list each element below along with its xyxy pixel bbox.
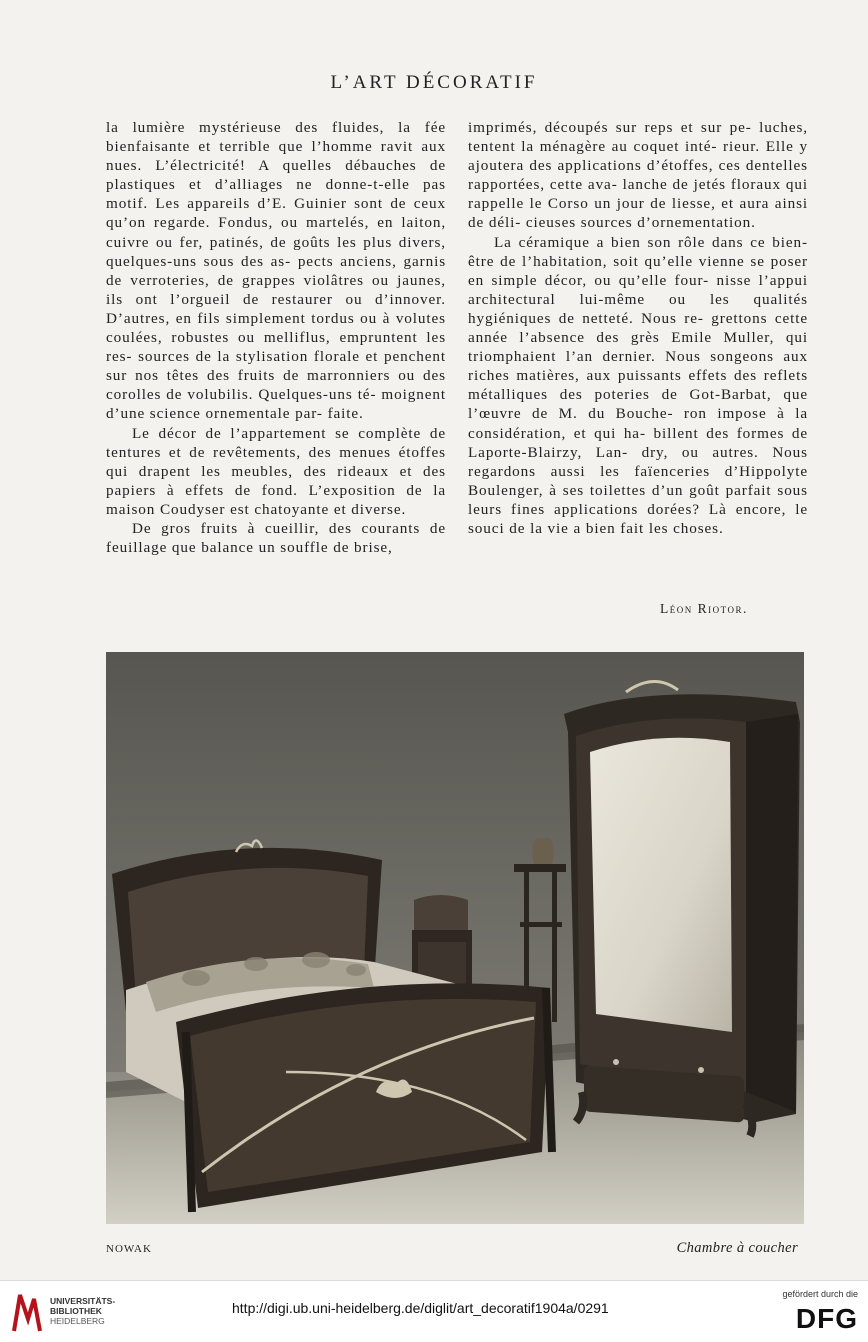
university-library-logo-icon bbox=[10, 1289, 44, 1335]
text-line: De gros fruits à cueillir, des courants bbox=[132, 519, 421, 537]
text-line: étoffes qui drapent les meubles, des rideaux bbox=[106, 443, 446, 480]
paragraph bbox=[106, 424, 446, 519]
wardrobe-mirror bbox=[590, 738, 732, 1032]
text-line: applications dorées? Là encore, le souci de bbox=[468, 500, 809, 537]
text-line: grettons cette année l’absence des grès Emile bbox=[468, 309, 808, 347]
text-line: d’étoffes, ces dentelles rapportées, cette ava- bbox=[468, 157, 808, 194]
text-line: de feuillage que balance un souffle de brise, bbox=[106, 519, 446, 557]
text-line: la vie a bien fait les choses. bbox=[530, 519, 724, 537]
text-line: en laiton, cuivre ou fer, patinés, de goûts bbox=[106, 214, 447, 251]
text-line: les plus divers, quelques-uns sous des as- bbox=[106, 233, 446, 270]
wardrobe bbox=[564, 681, 800, 1136]
text-line: Muller, qui triomphaient l’an dernier. Nous bbox=[468, 329, 808, 366]
vase bbox=[532, 838, 553, 864]
text-line: rieur. Elle y ajoutera des applications bbox=[468, 138, 808, 175]
plate-caption-title: Chambre à coucher bbox=[676, 1240, 798, 1256]
funder-label: gefördert durch die bbox=[782, 1289, 858, 1299]
text-line: de ceux qu’on regarde. Fondus, ou martelés, bbox=[106, 195, 447, 232]
dfg-logo: DFG bbox=[795, 1303, 858, 1334]
text-line: dry, ou autres. Nous regardons aussi les bbox=[468, 443, 808, 480]
text-line: luches, tentent la ménagère au coquet inté- bbox=[468, 119, 808, 156]
paragraph bbox=[468, 118, 808, 233]
text-line: toilettes d’un goût parfait sous leurs fines bbox=[468, 481, 808, 518]
text-line: grappes violâtres ou jaunes, ils ont l’orgueil bbox=[106, 271, 446, 308]
running-head: L’ART DÉCORATIF bbox=[330, 72, 538, 93]
text-line: des corolles de volubilis. Quelques-uns té- bbox=[106, 367, 446, 404]
text-column-right bbox=[468, 118, 808, 538]
text-line: moignent d’une science ornementale par- bbox=[106, 386, 446, 423]
text-line: songeons aux riches matières, aux puissants bbox=[468, 348, 808, 385]
text-line: lanche de jetés floraux qui rappelle le Corso bbox=[468, 176, 808, 213]
photo-plate-bedroom bbox=[106, 652, 804, 1224]
permalink-url[interactable]: http://digi.ub.uni-heidelberg.de/diglit/art_decoratif1904a/0291 bbox=[232, 1300, 609, 1316]
text-line: diverse. bbox=[351, 500, 407, 518]
text-line: un jour de liesse, et aura ainsi de déli- bbox=[468, 195, 808, 232]
digitization-footer bbox=[0, 1280, 868, 1342]
text-line: et des papiers à effets de fond. L’exposition bbox=[106, 462, 446, 499]
text-line: faite. bbox=[327, 405, 364, 423]
author-signature: Léon Riotor. bbox=[660, 601, 748, 616]
paragraph bbox=[468, 233, 808, 539]
text-line: de plastiques et d’alliages ne donne-t-elle bbox=[106, 157, 446, 194]
text-line: qualités hygiéniques de netteté. Nous re- bbox=[468, 290, 808, 327]
text-line: de tentures et de revêtements, des menues bbox=[106, 424, 447, 461]
text-column-left bbox=[106, 118, 446, 557]
text-line: faïenceries d’Hippolyte Boulenger, à ses bbox=[468, 462, 808, 499]
paragraph bbox=[106, 519, 446, 557]
text-line: effets des reflets métalliques des poteries de bbox=[468, 367, 809, 404]
text-line: pects anciens, garnis de verroteries, de bbox=[106, 252, 447, 289]
text-line: bien-être de l’habitation, soit qu’elle vienne bbox=[468, 233, 808, 270]
paragraph bbox=[106, 118, 446, 424]
university-library-name: UNIVERSITÄTS- BIBLIOTHEK HEIDELBERG bbox=[50, 1296, 116, 1326]
text-line: sources de la stylisation florale et penchent bbox=[138, 348, 446, 366]
text-line: imprimés, découpés sur reps et sur pe- bbox=[468, 119, 752, 136]
text-line: La céramique a bien son rôle dans ce bbox=[494, 233, 766, 251]
text-line: nisse l’appui architectural lui-même ou les bbox=[468, 271, 808, 308]
text-line: aux nues. L’électricité! A quelles débauches bbox=[106, 138, 446, 175]
text-line: ron impose à la considération, et qui ha- bbox=[468, 405, 808, 442]
text-line: pas motif. Les appareils d’E. Guinier sont bbox=[106, 176, 446, 213]
text-line: de restaurer ou d’innover. D’autres, en fils bbox=[106, 290, 446, 327]
text-line: cieuses sources d’ornementation. bbox=[525, 214, 756, 232]
text-line: simplement tordus ou à volutes coulées, bbox=[106, 309, 446, 347]
text-line: bienfaisante et terrible que l’homme ravit bbox=[106, 138, 414, 156]
text-line: de la maison Coudyser est chatoyante et bbox=[106, 481, 447, 518]
text-line: billent des formes de Laporte-Blairzy, Lan- bbox=[468, 424, 809, 461]
plate-caption-maker: NOWAK bbox=[106, 1243, 152, 1255]
text-line: la lumière mystérieuse des fluides, la fée bbox=[106, 119, 446, 136]
text-line: Le décor de l’appartement se complète bbox=[132, 424, 422, 442]
bedroom-photograph bbox=[106, 652, 804, 1224]
text-line: se poser en simple décor, ou qu’elle four- bbox=[468, 252, 808, 289]
text-line: robustes ou melliflus, empruntent les res- bbox=[106, 329, 446, 366]
text-line: Got-Barbat, que l’œuvre de M. du Bouche- bbox=[468, 386, 809, 423]
text-line: sur nos têtes des fruits de marronniers ou bbox=[106, 367, 416, 385]
